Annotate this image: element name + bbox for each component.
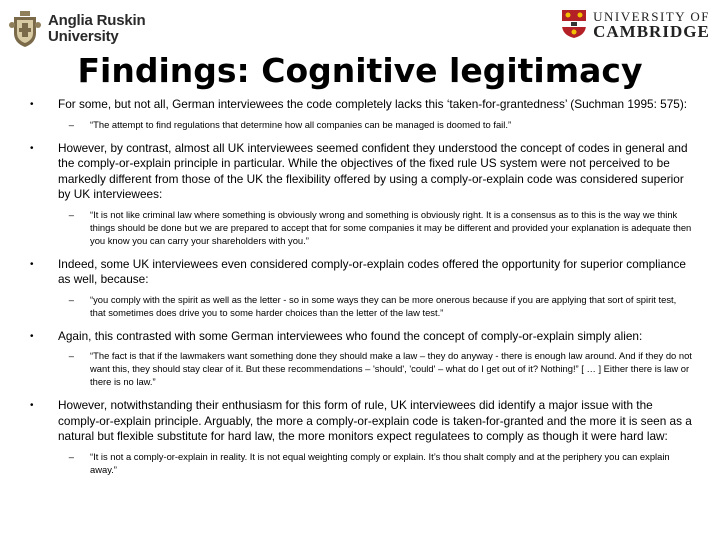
quote-text: “The attempt to find regulations that determine how all companies can be managed is doomed to fail.” [90,118,512,130]
dash-marker: – [68,208,74,220]
bullet-marker: • [30,258,34,270]
quote-item [30,293,692,319]
cambridge-name-line2: CAMBRIDGE [593,22,710,41]
bullet-marker: • [30,400,34,411]
quote-item [30,208,692,247]
slide-body [30,97,692,486]
slide-title: Findings: Cognitive legitimacy [77,51,643,90]
bullet-point [30,141,692,203]
cambridge-name-line1: UNIVERSITY OF [593,9,710,24]
quote-item [30,450,692,476]
coat-of-arms-icon [8,9,42,49]
bullet-point [30,329,692,345]
cambridge-shield-icon [561,9,587,39]
bullet-text: Again, this contrasted with some German interviewees who found the concept of comply-or-explain simply alien: [58,328,643,343]
dash-marker: – [68,118,74,130]
bullet-marker: • [30,99,34,110]
dash-marker: – [68,293,74,305]
bullet-text: However, by contrast, almost all UK interviewees seemed confident they understood the concept of codes in general and the comply-or-explain principle in particular. While the objectives of the fixed rule US system were not perceived to be markedly different from those of the UK the flexibility offered by using a comply-or-explain code was considered superior by UK interviewees: [58,140,688,201]
quote-text: “It is not a comply-or-explain in reality. It is not equal weighting comply or explain. It’s thou shalt comply and at the periphery you can explain away.” [90,450,670,475]
bullet-point [30,398,692,445]
cambridge-logo [561,8,710,40]
quote-item [30,118,692,131]
bullet-point [30,97,692,113]
bullet-text: Indeed, some UK interviewees even considered comply-or-explain codes offered the opportunity for superior compliance as well, because: [58,256,686,286]
aru-name-line1: Anglia Ruskin [48,12,146,29]
quote-text: “you comply with the spirit as well as the letter - so in some ways they can be more onerous because if you are applying that sort of spirit test, that sometimes does drive you to some harder choices than the letter of the law test.” [90,293,677,318]
anglia-ruskin-logo [8,6,148,52]
bullet-text: However, notwithstanding their enthusiasm for this form of rule, UK interviewees did identify a major issue with the comply-or-explain principle. Arguably, the more a comply-or-explain code is taken-for-granted and the more it is seen as a natural but flexible substitute for hard law, the more monitors expect regulatees to comply as though it were hard law: [58,398,692,443]
dash-marker: – [68,350,74,361]
bullet-marker: • [30,330,34,342]
quote-text: “It is not like criminal law where something is obviously wrong and something is obviously right. It is a consensus as to this is the way we think things should be done but we are prepared to accept that for some companies it may be different and provided your explanation is adequate then you know you can carry your shareholders with you.” [90,208,692,246]
aru-name-line2: University [48,28,119,45]
bullet-marker: • [30,142,34,154]
quote-text: “The fact is that if the lawmakers want something done they should make a law – they do anyway - there is enough law around. And if they do not want this, they should stay clear of it. But these recommendations – 'should', 'could' – what do I get out of it? Nothing!” [ … ] Either there is law or there is no law.” [90,350,692,387]
quote-item [30,349,692,388]
dash-marker: – [68,450,74,462]
bullet-text: For some, but not all, German interviewees the code completely lacks this ‘taken-for-grantedness’ (Suchman 1995: 575): [58,97,688,111]
bullet-point [30,257,692,288]
